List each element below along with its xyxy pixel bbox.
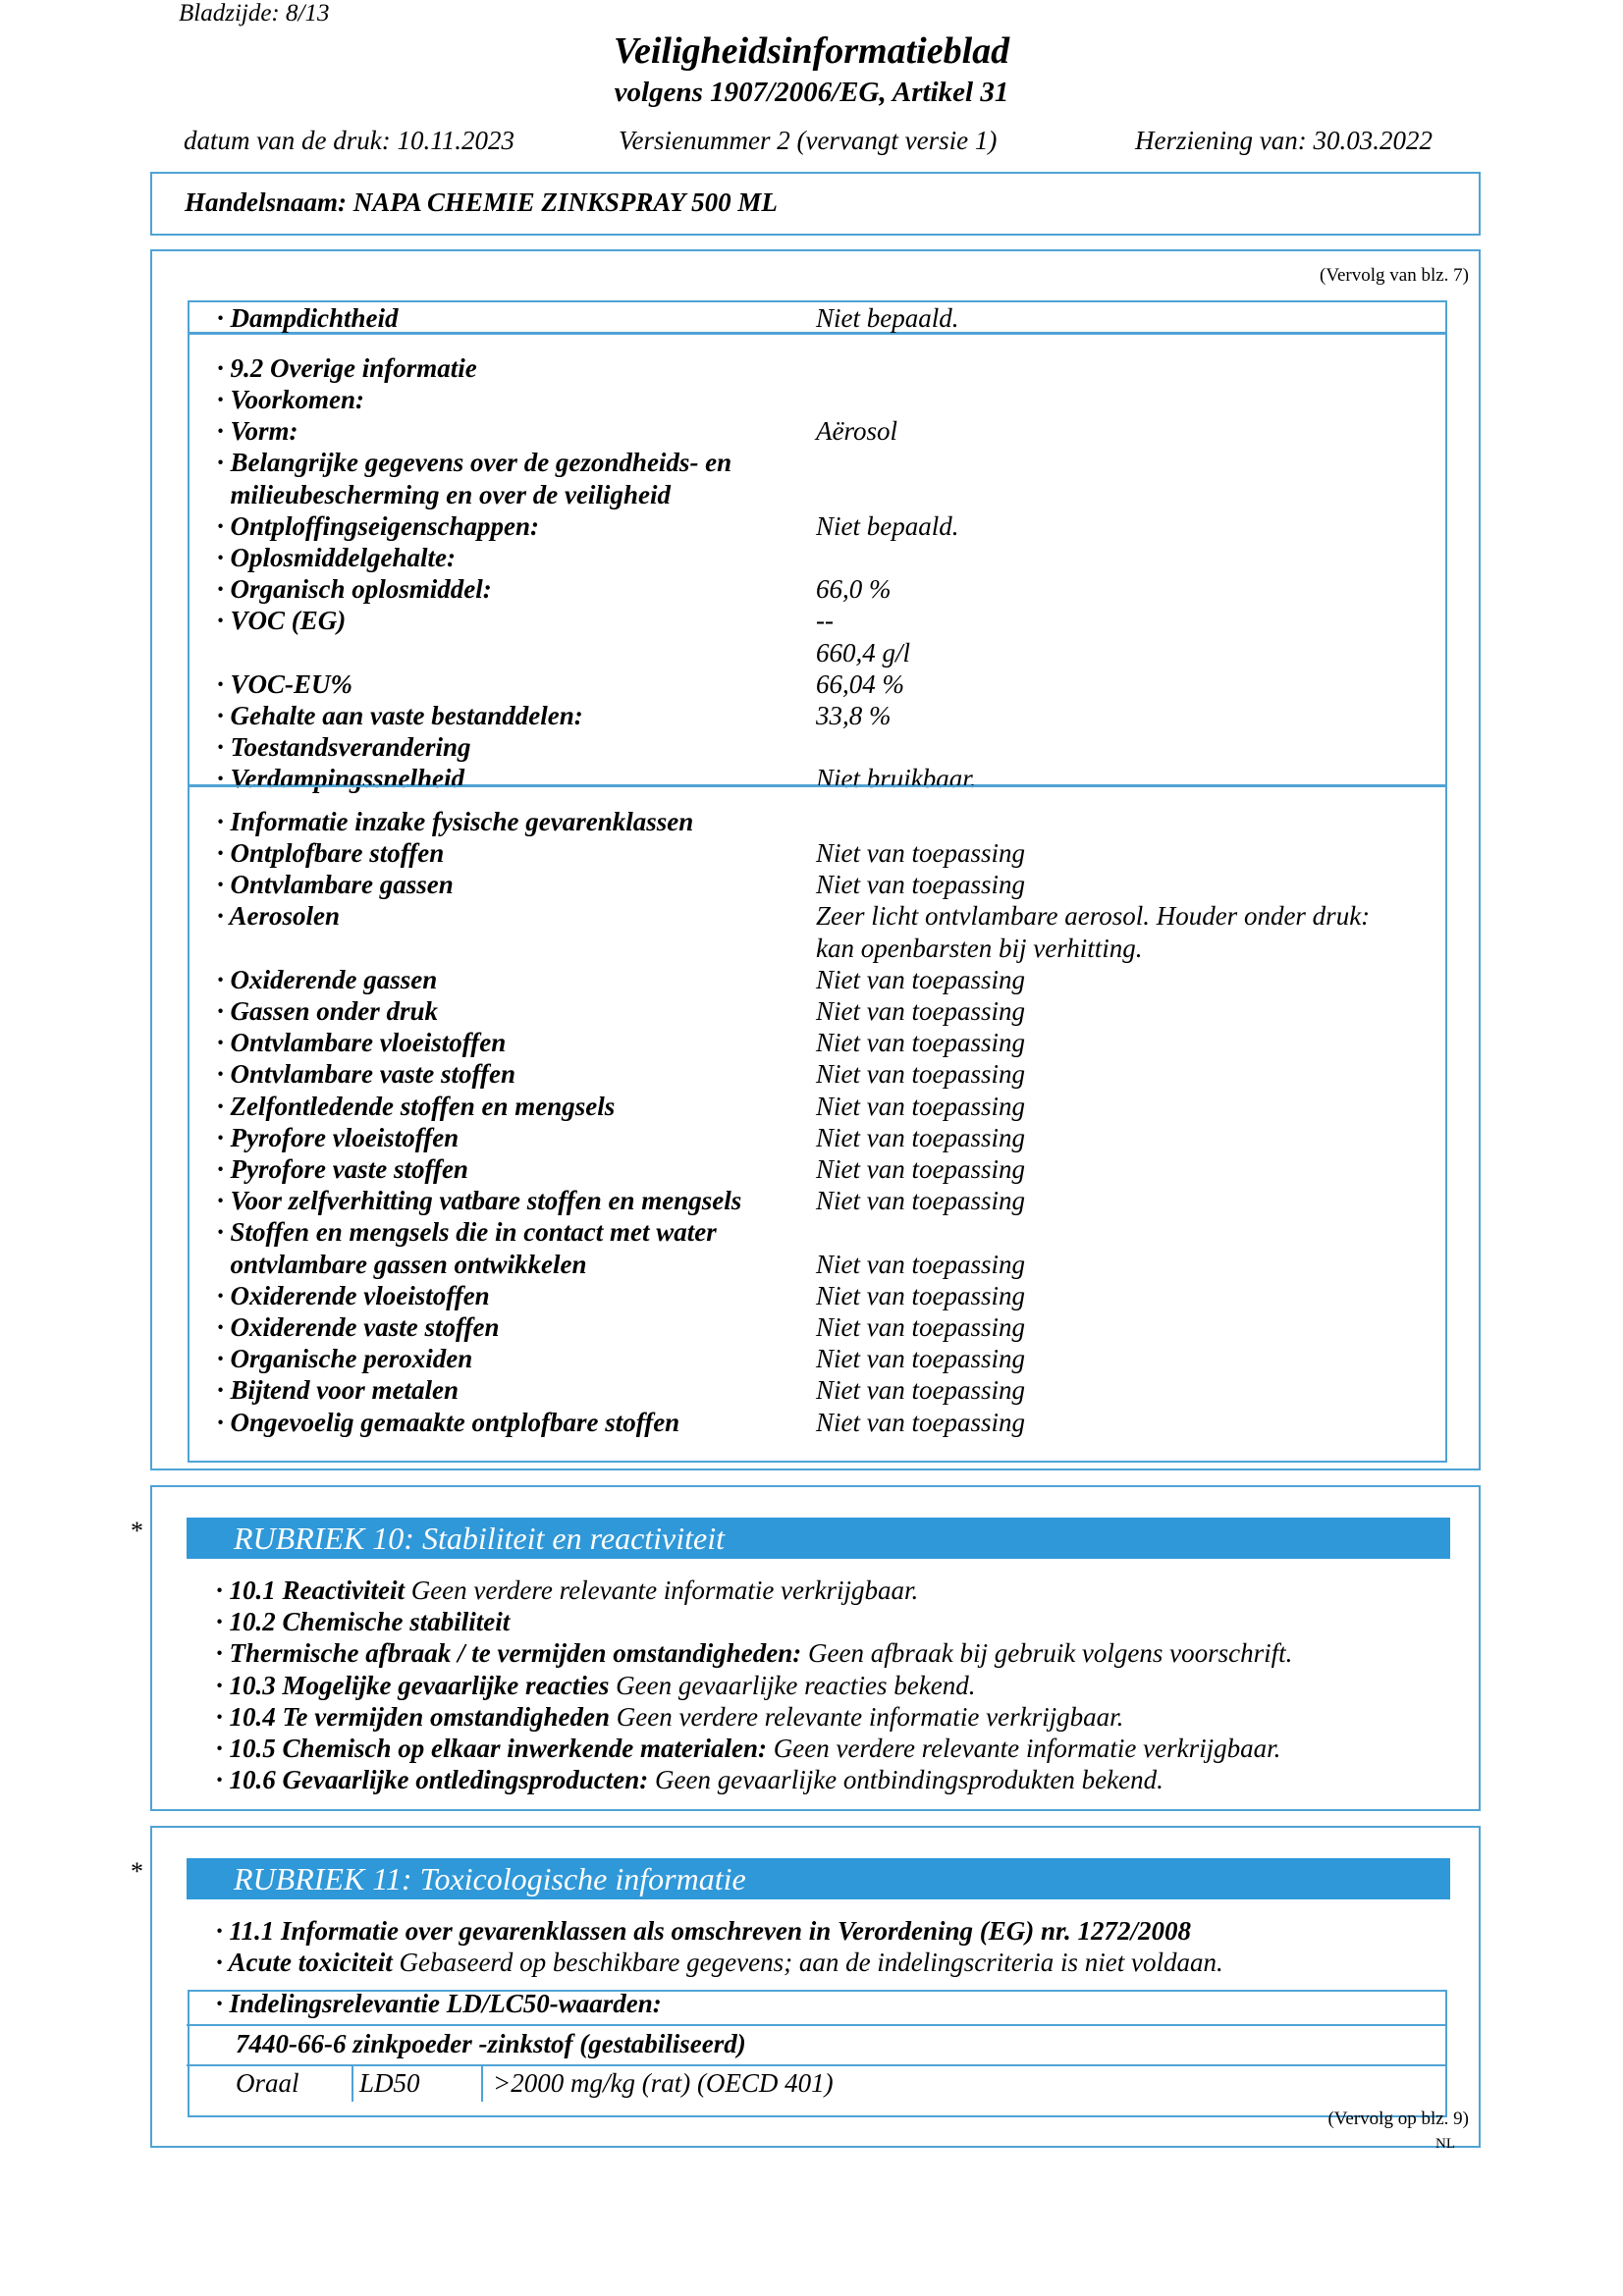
info-item xyxy=(216,1606,510,1637)
info-item-label: · 10.1 Reactiviteit xyxy=(216,1575,405,1605)
vapour-density-label: · Dampdichtheid xyxy=(217,303,399,333)
property-label: · Ontploffingseigenschappen: xyxy=(217,510,540,541)
property-value: 66,0 % xyxy=(816,574,892,605)
property-label: ontvlambare gassen ontwikkelen xyxy=(217,1249,587,1279)
info-item-label: · Thermische afbraak / te vermijden omstandigheden: xyxy=(216,1638,802,1669)
info-item-text: Geen afbraak bij gebruik volgens voorschrift. xyxy=(801,1638,1293,1669)
section-9-box: (Vervolg van blz. 7) · Dampdichtheid Niet bepaald. · 9.2 Overige informatie · Voorkomen: · Vorm: Aërosol · Belangrijke gegevens over de gezondheids- en milieubescherming en over de veiligheid · Ontploffingseigenschappen: Niet bepaald. · Oplosmiddelgehalte: · Organisch oplosmiddel: 66,0 % · VOC (EG) -- 660,4 g/l · VOC-EU% 66,04 % · Gehalte aan vaste bestanddelen: 33,8 % · Toestandsverandering · Verdampingssnelheid Niet bruikbaar. · Informatie inzake fysische gevarenklassen · Ontplofbare stoffen Niet van toepassing · Ontvlambare gassen Niet van toepassing · Aerosolen Zeer licht ontvlambare aerosol. Houder onder druk: kan openbarsten bij verhitting. · Oxiderende gassen Niet van toepassing · Gassen onder druk Niet van toepassing · Ontvlambare vloeistoffen Niet van toepassing · Ontvlambare vaste stoffen Niet van toepassing · Zelfontledende stoffen en mengsels Niet van toepassing · Pyrofore vloeistoffen Niet van toepassing · Pyrofore vaste stoffen Niet van toepassing · Voor zelfverhitting vatbare stoffen en mengsels Niet van toepassing · Stoffen en mengsels die in contact met water ontvlambare gassen ontwikkelen Niet van toepassing · Oxiderende vloeistoffen Niet van toepassing · Oxiderende vaste stoffen Niet van toepassing · Organische peroxiden Niet van toepassing · Bijtend voor metalen Niet van toepassing · Ongevoelig gemaakte ontplofbare stoffen Niet van toepassing xyxy=(150,249,1481,1470)
section-10-title: RUBRIEK 10: Stabiliteit en reactiviteit xyxy=(234,1521,726,1556)
info-item xyxy=(216,1670,976,1701)
ld-type: LD50 xyxy=(359,2068,420,2098)
language-code: NL xyxy=(1435,2136,1455,2152)
property-label: · VOC-EU% xyxy=(217,668,353,699)
property-value: Niet van toepassing xyxy=(816,1344,1025,1374)
property-value: Niet van toepassing xyxy=(816,870,1025,900)
property-value: Niet van toepassing xyxy=(816,838,1025,868)
info-item xyxy=(216,1764,1163,1795)
property-label: · Zelfontledende stoffen en mengsels xyxy=(217,1091,616,1121)
property-value: Niet van toepassing xyxy=(816,1122,1025,1152)
property-value: Niet van toepassing xyxy=(816,1091,1025,1121)
version-number: Versienummer 2 (vervangt versie 1) xyxy=(619,126,998,155)
property-label: · Ontvlambare vloeistoffen xyxy=(217,1028,507,1058)
property-value: -- xyxy=(816,606,834,636)
info-item-label: · 10.3 Mogelijke gevaarlijke reacties xyxy=(216,1670,610,1700)
property-label: · Ontvlambare gassen xyxy=(217,870,454,900)
divider xyxy=(187,2024,1446,2026)
info-item-label: · 10.5 Chemisch op elkaar inwerkende materialen: xyxy=(216,1734,768,1763)
continued-from-label: (Vervolg van blz. 7) xyxy=(1320,265,1469,286)
property-label: · Voorkomen: xyxy=(217,385,365,414)
property-value: Zeer licht ontvlambare aerosol. Houder onder druk: xyxy=(816,901,1371,932)
info-item-text: Geen gevaarlijke reacties bekend. xyxy=(609,1670,976,1700)
ld-route: Oraal xyxy=(236,2068,299,2098)
property-label: · Oxiderende vaste stoffen xyxy=(217,1312,500,1342)
info-item xyxy=(216,1575,918,1606)
info-item xyxy=(216,1733,1280,1764)
info-item xyxy=(216,1915,1191,1947)
property-label: · Organische peroxiden xyxy=(217,1344,473,1374)
info-item-label: · 10.6 Gevaarlijke ontledingsproducten: xyxy=(216,1765,649,1795)
section-11-title: RUBRIEK 11: Toxicologische informatie xyxy=(234,1861,746,1896)
property-value: Niet van toepassing xyxy=(816,1375,1025,1406)
substance-name: 7440-66-6 zinkpoeder -zinkstof (gestabiliseerd) xyxy=(236,2029,746,2058)
info-item-label: · Acute toxiciteit xyxy=(216,1948,393,1978)
change-marker: * xyxy=(131,1517,143,1545)
property-label: milieubescherming en over de veiligheid xyxy=(217,479,671,509)
section-11-header xyxy=(187,1858,1450,1899)
property-label: · Oxiderende gassen xyxy=(217,964,438,994)
info-item-text: Geen gevaarlijke ontbindingsprodukten bekend. xyxy=(648,1765,1163,1795)
trade-name-box xyxy=(150,172,1481,236)
page-number: Bladzijde: 8/13 xyxy=(179,0,330,27)
info-item-text: Geen verdere relevante informatie verkrijgbaar. xyxy=(767,1734,1281,1763)
info-item xyxy=(216,1637,1292,1669)
info-item-text: Gebaseerd op beschikbare gegevens; aan de indelingscriteria is niet voldaan. xyxy=(392,1948,1223,1978)
property-value: Niet van toepassing xyxy=(816,1154,1025,1184)
property-value: 660,4 g/l xyxy=(816,637,911,667)
property-value: Niet van toepassing xyxy=(816,1028,1025,1058)
info-item-label: · 10.4 Te vermijden omstandigheden xyxy=(216,1701,611,1732)
info-item-label: · 10.2 Chemische stabiliteit xyxy=(216,1607,511,1637)
continued-on-label: (Vervolg op blz. 9) xyxy=(1327,2109,1469,2129)
property-label: · Toestandsverandering xyxy=(217,732,471,763)
property-value: Niet bepaald. xyxy=(816,510,959,541)
property-value: Niet van toepassing xyxy=(816,1186,1025,1216)
document-subtitle: volgens 1907/2006/EG, Artikel 31 xyxy=(614,77,1009,108)
property-value: Niet van toepassing xyxy=(816,964,1025,994)
change-marker: * xyxy=(131,1857,143,1886)
document-title: Veiligheidsinformatieblad xyxy=(613,30,1010,72)
property-value: kan openbarsten bij verhitting. xyxy=(816,933,1143,963)
ld-value: >2000 mg/kg (rat) (OECD 401) xyxy=(493,2068,834,2098)
property-label: · Verdampingssnelheid xyxy=(217,764,465,794)
info-item xyxy=(216,1947,1223,1978)
property-value: Niet van toepassing xyxy=(816,1280,1025,1310)
property-value: Niet van toepassing xyxy=(816,1249,1025,1279)
property-value: Aërosol xyxy=(816,416,897,447)
property-label: · Bijtend voor metalen xyxy=(217,1375,459,1406)
property-label: · VOC (EG) xyxy=(217,606,347,636)
property-value: Niet van toepassing xyxy=(816,996,1025,1026)
property-label: · Stoffen en mengsels die in contact met water xyxy=(217,1217,717,1248)
info-item xyxy=(216,1701,1123,1733)
revision-date: Herziening van: 30.03.2022 xyxy=(1135,126,1433,155)
ld-heading: · Indelingsrelevantie LD/LC50-waarden: xyxy=(216,1989,662,2018)
property-label: · Ongevoelig gemaakte ontplofbare stoffen xyxy=(217,1407,680,1437)
property-label: · Ontvlambare vaste stoffen xyxy=(217,1059,515,1090)
print-date: datum van de druk: 10.11.2023 xyxy=(184,126,514,155)
info-item-label: · 11.1 Informatie over gevarenklassen als omschreven in Verordening (EG) nr. 1272/2008 xyxy=(216,1916,1192,1946)
section-10-header xyxy=(187,1518,1450,1559)
property-label: · Organisch oplosmiddel: xyxy=(217,574,492,605)
property-label: · Pyrofore vaste stoffen xyxy=(217,1154,468,1184)
property-label: · Belangrijke gegevens over de gezondheids- en xyxy=(217,448,732,478)
property-value: Niet van toepassing xyxy=(816,1312,1025,1342)
property-label: · Oplosmiddelgehalte: xyxy=(217,543,456,572)
vapour-density-value: Niet bepaald. xyxy=(816,303,959,333)
property-value: Niet van toepassing xyxy=(816,1407,1025,1437)
property-label: · Voor zelfverhitting vatbare stoffen en mengsels xyxy=(217,1186,742,1216)
property-label: · Oxiderende vloeistoffen xyxy=(217,1280,490,1310)
property-label: · Pyrofore vloeistoffen xyxy=(217,1122,460,1152)
property-value: Niet van toepassing xyxy=(816,1059,1025,1090)
divider xyxy=(187,2064,1446,2066)
property-label: · Gassen onder druk xyxy=(217,996,439,1026)
property-value: 33,8 % xyxy=(816,701,892,730)
info-item-text: Geen verdere relevante informatie verkrijgbaar. xyxy=(404,1575,919,1605)
property-label: · Ontplofbare stoffen xyxy=(217,838,445,868)
trade-name: Handelsnaam: NAPA CHEMIE ZINKSPRAY 500 ML xyxy=(185,187,778,217)
property-label: · Gehalte aan vaste bestanddelen: xyxy=(217,701,583,730)
property-label: · Aerosolen xyxy=(217,901,341,932)
divider xyxy=(352,2064,353,2102)
property-label: · Vorm: xyxy=(217,416,298,447)
info-item-text: Geen verdere relevante informatie verkrijgbaar. xyxy=(610,1701,1124,1732)
property-value: Niet bruikbaar. xyxy=(816,764,977,794)
divider xyxy=(481,2064,483,2102)
property-value: 66,04 % xyxy=(816,668,904,699)
